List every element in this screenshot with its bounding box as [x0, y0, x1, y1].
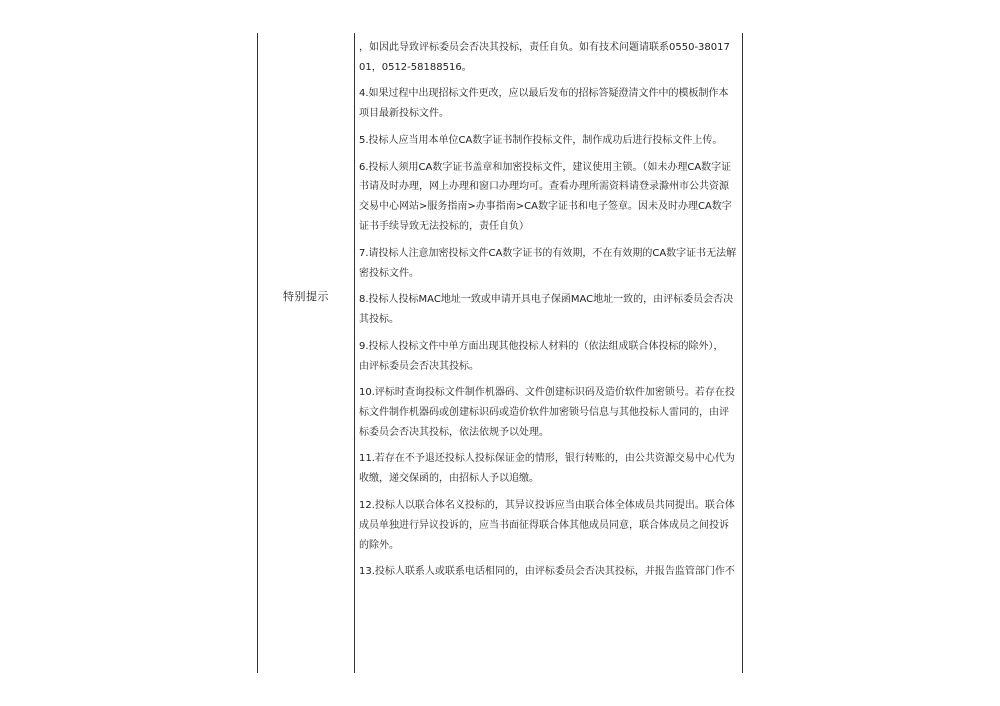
notice-content	[359, 38, 739, 582]
notice-line: 密投标文件。	[359, 267, 419, 279]
paragraph-gap	[359, 330, 739, 337]
notice-paragraph	[359, 84, 739, 124]
paragraph-gap	[359, 555, 739, 562]
notice-line: 6.投标人须用CA数字证书盖章和加密投标文件，建议使用主锁。（如未办理CA数字证	[359, 161, 732, 173]
row-label: 特别提示	[283, 290, 329, 303]
table-border-right	[742, 33, 743, 673]
notice-line: 01，0512-58188516。	[359, 61, 472, 73]
notice-line: 证书手续导致无法投标的，责任自负）	[359, 221, 529, 233]
notice-line: 13.投标人联系人或联系电话相同的，由评标委员会否决其投标，并报告监管部门作不	[359, 566, 735, 578]
paragraph-gap	[359, 124, 739, 131]
paragraph-gap	[359, 376, 739, 383]
notice-line: 项目最新投标文件。	[359, 108, 449, 120]
paragraph-gap	[359, 283, 739, 290]
paragraph-gap	[359, 151, 739, 158]
notice-line: 收缴，递交保函的，由招标人予以追缴。	[359, 473, 539, 485]
notice-line: 标委员会否决其投标，依法依规予以处理。	[359, 426, 549, 438]
notice-line: 11.若存在不予退还投标人投标保证金的情形，银行转账的，由公共资源交易中心代为	[359, 453, 735, 465]
notice-line: 4.如果过程中出现招标文件更改，应以最后发布的招标答疑澄清文件中的模板制作本	[359, 88, 729, 100]
notice-paragraph	[359, 496, 739, 555]
notice-line: 8.投标人投标MAC地址一致或申请开具电子保函MAC地址一致的，由评标委员会否决	[359, 294, 734, 306]
notice-line: 5.投标人应当用本单位CA数字证书制作投标文件，制作成功后进行投标文件上传。	[359, 134, 723, 146]
notice-line: 其投标。	[359, 314, 399, 326]
notice-line: 7.请投标人注意加密投标文件CA数字证书的有效期，不在有效期的CA数字证书无法解	[359, 247, 737, 259]
table-border-middle	[354, 33, 355, 673]
notice-paragraph	[359, 562, 739, 582]
notice-line: 标文件制作机器码或创建标识码或造价软件加密锁号信息与其他投标人雷同的，由评	[359, 406, 729, 418]
table-border-left	[257, 33, 258, 673]
notice-paragraph	[359, 449, 739, 489]
notice-paragraph	[359, 290, 739, 330]
paragraph-gap	[359, 237, 739, 244]
notice-paragraph	[359, 383, 739, 442]
notice-paragraph	[359, 158, 739, 237]
notice-line: 的除外。	[359, 539, 399, 551]
notice-line: 9.投标人投标文件中单方面出现其他投标人材料的（依法组成联合体投标的除外），	[359, 340, 724, 352]
notice-line: 交易中心网站>服务指南>办事指南>CA数字证书和电子签章。因未及时办理CA数字	[359, 201, 732, 213]
notice-paragraph	[359, 131, 739, 151]
notice-paragraph	[359, 337, 739, 377]
notice-paragraph	[359, 244, 739, 284]
paragraph-gap	[359, 443, 739, 450]
notice-line: 由评标委员会否决其投标。	[359, 360, 479, 372]
notice-line: 书请及时办理，网上办理和窗口办理均可。查看办理所需资料请登录滁州市公共资源	[359, 181, 729, 193]
notice-paragraph	[359, 38, 739, 78]
paragraph-gap	[359, 489, 739, 496]
paragraph-gap	[359, 78, 739, 85]
notice-line: 成员单独进行异议投诉的，应当书面征得联合体其他成员同意，联合体成员之间投诉	[359, 519, 729, 531]
notice-line: 12.投标人以联合体名义投标的，其异议投诉应当由联合体全体成员共同提出。联合体	[359, 499, 735, 511]
notice-line: ，如因此导致评标委员会否决其投标，责任自负。如有技术问题请联系0550-38017	[359, 42, 730, 53]
notice-line: 10.评标时查询投标文件制作机器码、文件创建标识码及造价软件加密锁号。若存在投	[359, 387, 735, 399]
